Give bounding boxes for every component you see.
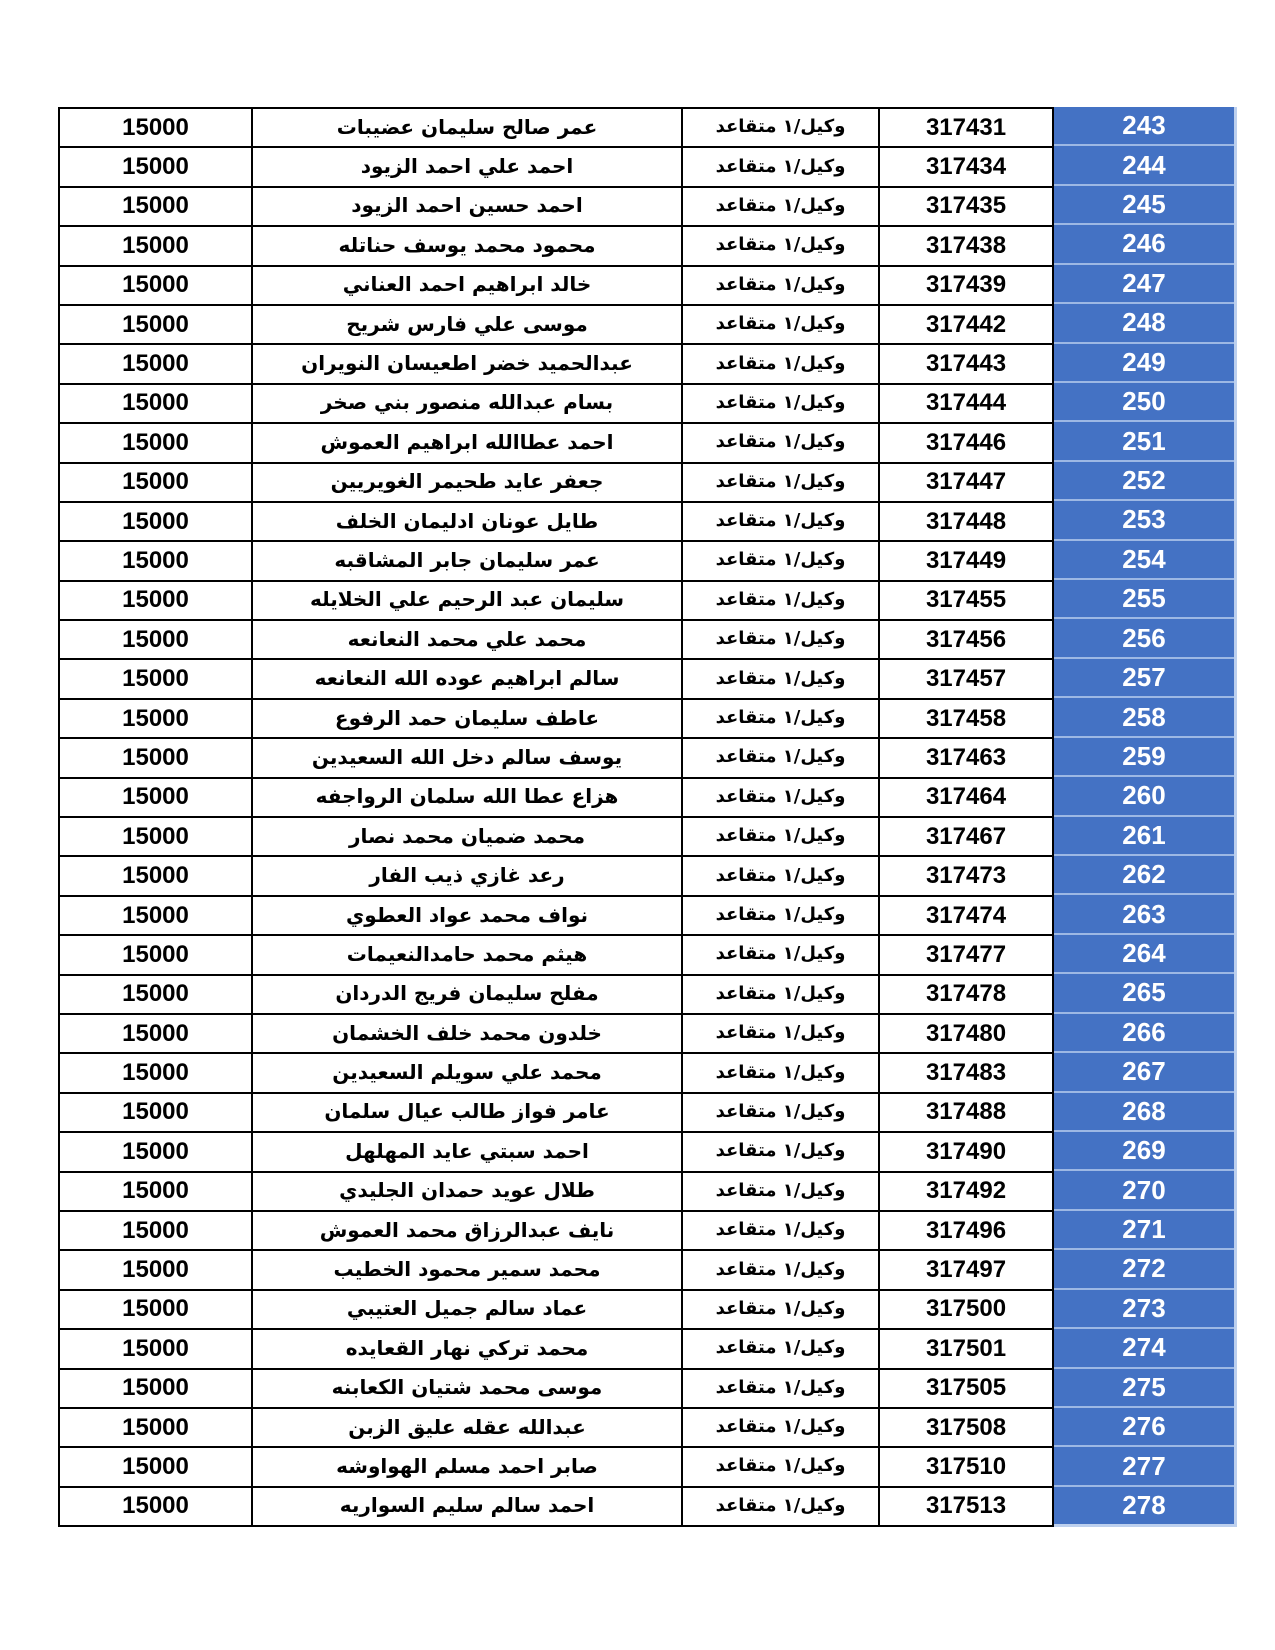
row-index-cell: 265 [1054,974,1234,1013]
rank-cell: وكيل/١ متقاعد [683,227,880,264]
amount-cell: 15000 [60,1015,253,1052]
row-index-cell: 243 [1054,107,1234,146]
row-index-cell: 263 [1054,895,1234,934]
table-row [60,345,1052,384]
table-row [60,1370,1052,1409]
amount-cell: 15000 [60,1251,253,1288]
name-cell: رعد غازي ذيب الفار [253,857,683,894]
table-row [60,1133,1052,1172]
service-number-cell: 317448 [925,507,1007,535]
service-number-cell: 317447 [925,468,1007,496]
name-cell: جعفر عايد طحيمر الغويريين [253,464,683,501]
name-cell: عمر سليمان جابر المشاقبه [253,542,683,579]
rank-cell: وكيل/١ متقاعد [683,1212,880,1249]
rank-cell: وكيل/١ متقاعد [683,1409,880,1446]
rank-cell: وكيل/١ متقاعد [683,424,880,461]
row-index-cell: 278 [1054,1487,1234,1524]
rank-cell: وكيل/١ متقاعد [683,582,880,619]
amount-cell: 15000 [60,936,253,973]
amount-cell: 15000 [60,503,253,540]
table-row [60,188,1052,227]
service-number-cell: 317435 [925,192,1007,220]
rank-cell: وكيل/١ متقاعد [683,542,880,579]
service-number-cell: 317496 [925,1216,1007,1244]
service-number-cell: 317477 [925,940,1007,968]
row-index-cell: 253 [1054,501,1234,540]
row-index-cell: 275 [1054,1369,1234,1408]
rank-cell: وكيل/١ متقاعد [683,897,880,934]
service-number-cell: 317443 [925,350,1007,378]
rank-cell: وكيل/١ متقاعد [683,976,880,1013]
name-cell: عامر فواز طالب عيال سلمان [253,1094,683,1131]
rank-cell: وكيل/١ متقاعد [683,1251,880,1288]
amount-cell: 15000 [60,109,253,146]
service-number-cell: 317442 [925,310,1007,338]
row-index-cell: 246 [1054,225,1234,264]
name-cell: هزاع عطا الله سلمان الرواجفه [253,779,683,816]
table-row [60,1054,1052,1093]
table-row [60,227,1052,266]
rank-cell: وكيل/١ متقاعد [683,188,880,225]
table-row [60,503,1052,542]
rank-cell: وكيل/١ متقاعد [683,1133,880,1170]
service-number-cell: 317513 [925,1492,1007,1520]
rank-cell: وكيل/١ متقاعد [683,148,880,185]
rank-cell: وكيل/١ متقاعد [683,345,880,382]
table-row [60,818,1052,857]
name-cell: محمود محمد يوسف حناتله [253,227,683,264]
amount-cell: 15000 [60,1448,253,1485]
name-cell: بسام عبدالله منصور بني صخر [253,385,683,422]
amount-cell: 15000 [60,897,253,934]
row-index-cell: 260 [1054,777,1234,816]
table-row [60,660,1052,699]
service-number-cell: 317467 [925,822,1007,850]
amount-cell: 15000 [60,621,253,658]
row-index-cell: 257 [1054,659,1234,698]
rank-cell: وكيل/١ متقاعد [683,1015,880,1052]
row-index-cell: 245 [1054,186,1234,225]
amount-cell: 15000 [60,385,253,422]
table-row [60,1448,1052,1487]
name-cell: عاطف سليمان حمد الرفوع [253,700,683,737]
service-number-cell: 317455 [925,586,1007,614]
amount-cell: 15000 [60,1409,253,1446]
table-row [60,1330,1052,1369]
rank-cell: وكيل/١ متقاعد [683,857,880,894]
amount-cell: 15000 [60,582,253,619]
amount-cell: 15000 [60,188,253,225]
table-row [60,1409,1052,1448]
rank-cell: وكيل/١ متقاعد [683,503,880,540]
amount-cell: 15000 [60,1488,253,1525]
table-row [60,1173,1052,1212]
name-cell: احمد علي احمد الزيود [253,148,683,185]
amount-cell: 15000 [60,818,253,855]
table-row [60,1251,1052,1290]
row-index-column [1054,107,1237,1527]
amount-cell: 15000 [60,1054,253,1091]
rank-cell: وكيل/١ متقاعد [683,1370,880,1407]
service-number-cell: 317449 [925,546,1007,574]
row-index-cell: 247 [1054,265,1234,304]
rank-cell: وكيل/١ متقاعد [683,1173,880,1210]
rank-cell: وكيل/١ متقاعد [683,739,880,776]
service-number-cell: 317497 [925,1256,1007,1284]
rank-cell: وكيل/١ متقاعد [683,1448,880,1485]
amount-cell: 15000 [60,227,253,264]
amount-cell: 15000 [60,779,253,816]
service-number-cell: 317439 [925,271,1007,299]
service-number-cell: 317457 [925,665,1007,693]
row-index-cell: 248 [1054,304,1234,343]
name-cell: احمد حسين احمد الزيود [253,188,683,225]
row-index-cell: 262 [1054,856,1234,895]
table-row [60,542,1052,581]
name-cell: طايل عونان ادليمان الخلف [253,503,683,540]
table-row [60,1488,1052,1525]
amount-cell: 15000 [60,660,253,697]
service-number-cell: 317474 [925,901,1007,929]
table-row [60,857,1052,896]
rank-cell: وكيل/١ متقاعد [683,700,880,737]
row-index-cell: 268 [1054,1093,1234,1132]
name-cell: هيثم محمد حامدالنعيمات [253,936,683,973]
amount-cell: 15000 [60,542,253,579]
table-row [60,897,1052,936]
row-index-cell: 277 [1054,1447,1234,1486]
rank-cell: وكيل/١ متقاعد [683,660,880,697]
name-cell: احمد عطاالله ابراهيم العموش [253,424,683,461]
amount-cell: 15000 [60,1330,253,1367]
rank-cell: وكيل/١ متقاعد [683,109,880,146]
rank-cell: وكيل/١ متقاعد [683,1291,880,1328]
row-index-cell: 269 [1054,1132,1234,1171]
table-row [60,306,1052,345]
service-number-cell: 317510 [925,1452,1007,1480]
row-index-cell: 274 [1054,1329,1234,1368]
amount-cell: 15000 [60,306,253,343]
name-cell: سالم ابراهيم عوده الله النعانعه [253,660,683,697]
row-index-cell: 270 [1054,1171,1234,1210]
name-cell: احمد سالم سليم السواريه [253,1488,683,1525]
table-row [60,109,1052,148]
row-index-cell: 259 [1054,738,1234,777]
service-number-cell: 317464 [925,783,1007,811]
name-cell: عمر صالح سليمان عضيبات [253,109,683,146]
rank-cell: وكيل/١ متقاعد [683,936,880,973]
service-number-cell: 317444 [925,389,1007,417]
amount-cell: 15000 [60,857,253,894]
name-cell: محمد سمير محمود الخطيب [253,1251,683,1288]
service-number-cell: 317463 [925,743,1007,771]
name-cell: محمد تركي نهار القعايده [253,1330,683,1367]
row-index-cell: 251 [1054,422,1234,461]
service-number-cell: 317483 [925,1059,1007,1087]
amount-cell: 15000 [60,739,253,776]
row-index-cell: 250 [1054,383,1234,422]
row-index-cell: 261 [1054,817,1234,856]
table-row [60,1015,1052,1054]
rank-cell: وكيل/١ متقاعد [683,267,880,304]
table-row [60,464,1052,503]
service-number-cell: 317505 [925,1374,1007,1402]
service-number-cell: 317500 [925,1295,1007,1323]
amount-cell: 15000 [60,1212,253,1249]
row-index-cell: 271 [1054,1211,1234,1250]
row-index-cell: 252 [1054,462,1234,501]
row-index-cell: 267 [1054,1053,1234,1092]
table-row [60,1291,1052,1330]
roster-table [58,107,1054,1527]
table-row [60,700,1052,739]
table-row [60,267,1052,306]
amount-cell: 15000 [60,700,253,737]
row-index-cell: 254 [1054,541,1234,580]
table-row [60,1094,1052,1133]
table-row [60,424,1052,463]
name-cell: عبدالحميد خضر اطعيسان النويران [253,345,683,382]
name-cell: محمد علي سويلم السعيدين [253,1054,683,1091]
service-number-cell: 317492 [925,1177,1007,1205]
service-number-cell: 317456 [925,625,1007,653]
service-number-cell: 317490 [925,1137,1007,1165]
row-index-cell: 276 [1054,1408,1234,1447]
name-cell: عماد سالم جميل العتيبي [253,1291,683,1328]
name-cell: يوسف سالم دخل الله السعيدين [253,739,683,776]
service-number-cell: 317458 [925,704,1007,732]
row-index-cell: 255 [1054,580,1234,619]
rank-cell: وكيل/١ متقاعد [683,385,880,422]
table-row [60,779,1052,818]
service-number-cell: 317473 [925,862,1007,890]
rank-cell: وكيل/١ متقاعد [683,1488,880,1525]
amount-cell: 15000 [60,1094,253,1131]
service-number-cell: 317480 [925,1019,1007,1047]
table-row [60,621,1052,660]
rank-cell: وكيل/١ متقاعد [683,1054,880,1091]
table-row [60,936,1052,975]
service-number-cell: 317431 [925,113,1007,141]
name-cell: موسى محمد شتيان الكعابنه [253,1370,683,1407]
service-number-cell: 317501 [925,1334,1007,1362]
row-index-cell: 258 [1054,698,1234,737]
name-cell: نايف عبدالرزاق محمد العموش [253,1212,683,1249]
rank-cell: وكيل/١ متقاعد [683,818,880,855]
row-index-cell: 249 [1054,344,1234,383]
name-cell: طلال عويد حمدان الجليدي [253,1173,683,1210]
rank-cell: وكيل/١ متقاعد [683,1330,880,1367]
table-row [60,739,1052,778]
name-cell: موسى علي فارس شريح [253,306,683,343]
amount-cell: 15000 [60,976,253,1013]
name-cell: صابر احمد مسلم الهواوشه [253,1448,683,1485]
amount-cell: 15000 [60,345,253,382]
rank-cell: وكيل/١ متقاعد [683,1094,880,1131]
amount-cell: 15000 [60,148,253,185]
amount-cell: 15000 [60,1370,253,1407]
service-number-cell: 317508 [925,1413,1007,1441]
name-cell: سليمان عبد الرحيم علي الخلايله [253,582,683,619]
amount-cell: 15000 [60,1173,253,1210]
service-number-cell: 317438 [925,231,1007,259]
name-cell: محمد علي محمد النعانعه [253,621,683,658]
service-number-cell: 317434 [925,153,1007,181]
name-cell: خالد ابراهيم احمد العناني [253,267,683,304]
rank-cell: وكيل/١ متقاعد [683,779,880,816]
rank-cell: وكيل/١ متقاعد [683,464,880,501]
row-index-cell: 273 [1054,1290,1234,1329]
row-index-cell: 244 [1054,146,1234,185]
amount-cell: 15000 [60,1291,253,1328]
name-cell: احمد سبتي عايد المهلهل [253,1133,683,1170]
row-index-cell: 272 [1054,1250,1234,1289]
name-cell: مفلح سليمان فريج الدردان [253,976,683,1013]
rank-cell: وكيل/١ متقاعد [683,306,880,343]
name-cell: عبدالله عقله عليق الزبن [253,1409,683,1446]
row-index-cell: 264 [1054,935,1234,974]
row-index-cell: 266 [1054,1014,1234,1053]
name-cell: محمد ضميان محمد نصار [253,818,683,855]
amount-cell: 15000 [60,464,253,501]
name-cell: خلدون محمد خلف الخشمان [253,1015,683,1052]
amount-cell: 15000 [60,1133,253,1170]
amount-cell: 15000 [60,267,253,304]
service-number-cell: 317446 [925,428,1007,456]
amount-cell: 15000 [60,424,253,461]
table-row [60,385,1052,424]
table-row [60,1212,1052,1251]
name-cell: نواف محمد عواد العطوي [253,897,683,934]
rank-cell: وكيل/١ متقاعد [683,621,880,658]
service-number-cell: 317488 [925,1098,1007,1126]
table-row [60,976,1052,1015]
row-index-cell: 256 [1054,619,1234,658]
table-row [60,582,1052,621]
service-number-cell: 317478 [925,980,1007,1008]
table-row [60,148,1052,187]
